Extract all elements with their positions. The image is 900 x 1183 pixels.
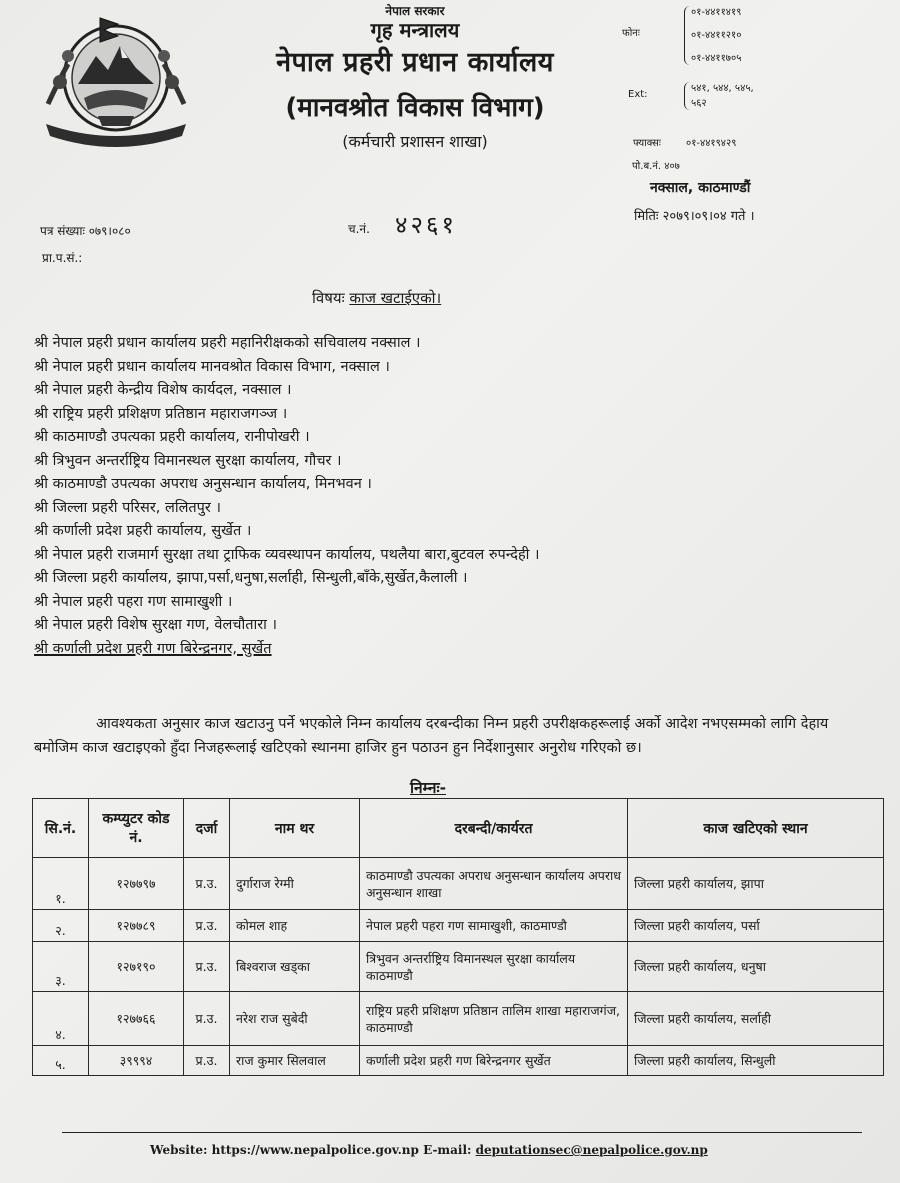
government-label: नेपाल सरकार [385, 4, 445, 18]
cell-deputation: जिल्ला प्रहरी कार्यालय, पर्सा [628, 910, 884, 942]
recipient-item: श्री नेपाल प्रहरी विशेष सुरक्षा गण, वेलचौतारा । [34, 617, 278, 633]
footer-divider [62, 1132, 862, 1133]
nepal-emblem-icon [38, 12, 194, 154]
col-header-posting: दरबन्दी/कार्यरत [360, 799, 628, 858]
cell-rank: प्र.उ. [184, 910, 230, 942]
ext-label: Ext: [628, 89, 648, 100]
phone-number: ०१-४४११७०५ [691, 53, 742, 64]
cell-posting: काठमाण्डौ उपत्यका अपराध अनुसन्धान कार्यालय अपराध अनुसन्धान शाखा [360, 858, 628, 910]
col-header-rank: दर्जा [184, 799, 230, 858]
cell-name: दुर्गाराज रेग्मी [230, 858, 360, 910]
cell-serial: १. [33, 858, 89, 910]
recipient-item: श्री नेपाल प्रहरी केन्द्रीय विशेष कार्यदल, नक्साल । [34, 382, 292, 398]
subject-line [312, 288, 441, 308]
col-header-code: कम्प्युटर कोड नं. [89, 799, 184, 858]
fax-number: ०१-४४१९४२९ [686, 138, 737, 149]
subject-text: काज खटाईएको। [349, 289, 442, 307]
table-row [33, 992, 884, 1046]
cell-rank: प्र.उ. [184, 942, 230, 992]
fax-label: फ्याक्सः [633, 138, 661, 149]
recipient-item: श्री राष्ट्रिय प्रहरी प्रशिक्षण प्रतिष्ठान महाराजगञ्ज । [34, 405, 288, 422]
subject-label: विषयः [312, 289, 345, 307]
cell-serial: २. [33, 910, 89, 942]
recipient-item: श्री नेपाल प्रहरी प्रधान कार्यालय मानवश्रोत विकास विभाग, नक्साल । [34, 358, 390, 375]
table-row [33, 1046, 884, 1076]
cell-serial: ५. [33, 1046, 89, 1076]
col-header-deputation: काज खटिएको स्थान [628, 799, 884, 858]
phone-number: ०१-४४११४१९ [691, 7, 742, 18]
body-paragraph: आवश्यकता अनुसार काज खटाउनु पर्ने भएकोले निम्न कार्यालय दरबन्दीका निम्न प्रहरी उपरीक्षकहरूलाई अर्को आदेश नभएसम्मको लागि देहाय बमोजिम काज खटाइएको हुँदा निजहरूलाई खटिएको स्थानमा हाजिर हुन पठाउन हुन निर्देशानुसार अनुरोध गरिएको छ। [34, 716, 829, 756]
table-header-row [33, 799, 884, 858]
footer-contact [150, 1143, 708, 1157]
department-name: (मानवश्रोत विकास विभाग) [285, 93, 545, 123]
col-header-serial: सि.नं. [33, 799, 89, 858]
po-box: पो.ब.नं. ४०७ [632, 161, 680, 172]
footer-email-link[interactable]: deputationsec@nepalpolice.gov.np [475, 1143, 708, 1157]
ext-list [684, 82, 795, 110]
office-location: नक्साल, काठमाण्डौं [650, 180, 751, 196]
footer-website: Website: https://www.nepalpolice.gov.np E-mail: [150, 1143, 472, 1157]
cell-code: १२७७८९ [89, 910, 184, 942]
cell-serial: ४. [33, 992, 89, 1046]
letter-date: मितिः २०७९।०९।०४ गते । [634, 209, 755, 224]
chalan-number: ४२६१ [395, 211, 457, 239]
cell-serial: ३. [33, 942, 89, 992]
recipient-item: श्री कर्णाली प्रदेश प्रहरी कार्यालय, सुर्खेत । [34, 523, 252, 539]
cell-code: १२७७९७ [89, 858, 184, 910]
table-row [33, 910, 884, 942]
recipient-list [34, 332, 594, 661]
phone-list [684, 6, 805, 65]
ministry-name: गृह मन्त्रालय [370, 18, 460, 42]
office-name: नेपाल प्रहरी प्रधान कार्यालय [276, 47, 554, 78]
table-row [33, 942, 884, 992]
cell-name: नरेश राज सुबेदी [230, 992, 360, 1046]
cell-rank: प्र.उ. [184, 1046, 230, 1076]
cref-number: प्रा.प.सं.: [42, 251, 83, 265]
recipient-item: श्री नेपाल प्रहरी प्रधान कार्यालय प्रहरी महानिरीक्षकको सचिवालय नक्साल । [34, 335, 421, 351]
recipient-item: श्री कर्णाली प्रदेश प्रहरी गण बिरेन्द्रनगर, सुर्खेत [34, 640, 272, 657]
recipient-item: श्री काठमाण्डौ उपत्यका अपराध अनुसन्धान कार्यालय, मिनभवन । [34, 476, 372, 492]
deputation-table [32, 798, 884, 1076]
ext-number: ५४१, ५४४, ५४५, [691, 83, 754, 94]
recipient-item: श्री काठमाण्डौ उपत्यका प्रहरी कार्यालय, रानीपोखरी । [34, 429, 310, 445]
recipient-item: श्री नेपाल प्रहरी पहरा गण सामाखुशी । [34, 593, 233, 610]
ext-number: ५६२ [691, 98, 707, 109]
cell-deputation: जिल्ला प्रहरी कार्यालय, सर्लाही [628, 992, 884, 1046]
phone-number: ०१-४४११२१० [691, 30, 742, 41]
cell-rank: प्र.उ. [184, 992, 230, 1046]
list-heading: निम्नः- [410, 779, 447, 797]
recipient-item: श्री जिल्ला प्रहरी कार्यालय, झापा,पर्सा,धनुषा,सर्लाही, सिन्धुली,बाँके,सुर्खेत,कैलाली । [34, 570, 468, 586]
cell-deputation: जिल्ला प्रहरी कार्यालय, झापा [628, 858, 884, 910]
branch-name: (कर्मचारी प्रशासन शाखा) [342, 132, 488, 151]
col-header-name: नाम थर [230, 799, 360, 858]
cell-deputation: जिल्ला प्रहरी कार्यालय, सिन्धुली [628, 1046, 884, 1076]
letter-number: पत्र संख्याः ०७९।०८० [40, 224, 131, 238]
cell-posting: नेपाल प्रहरी पहरा गण सामाखुशी, काठमाण्डौ [360, 910, 628, 942]
cell-code: १२७७६६ [89, 992, 184, 1046]
chalan-label: च.नं. [348, 222, 370, 236]
cell-code: ३९९९४ [89, 1046, 184, 1076]
cell-name: बिश्वराज खड्का [230, 942, 360, 992]
cell-posting: कर्णाली प्रदेश प्रहरी गण बिरेन्द्रनगर सुर्खेत [360, 1046, 628, 1076]
table-row [33, 858, 884, 910]
cell-name: कोमल शाह [230, 910, 360, 942]
recipient-item: श्री जिल्ला प्रहरी परिसर, ललितपुर । [34, 499, 221, 516]
recipient-item: श्री त्रिभुवन अन्तर्राष्ट्रिय विमानस्थल सुरक्षा कार्यालय, गौचर । [34, 452, 342, 469]
cell-posting: त्रिभुवन अन्तर्राष्ट्रिय विमानस्थल सुरक्षा कार्यालय काठमाण्डौ [360, 942, 628, 992]
cell-name: राज कुमार सिलवाल [230, 1046, 360, 1076]
recipient-item: श्री नेपाल प्रहरी राजमार्ग सुरक्षा तथा ट्राफिक व्यवस्थापन कार्यालय, पथलैया बारा,बुटवल रुपन्देही । [34, 546, 540, 563]
cell-rank: प्र.उ. [184, 858, 230, 910]
cell-posting: राष्ट्रिय प्रहरी प्रशिक्षण प्रतिष्ठान तालिम शाखा महाराजगंज, काठमाण्डौ [360, 992, 628, 1046]
cell-deputation: जिल्ला प्रहरी कार्यालय, धनुषा [628, 942, 884, 992]
cell-code: १२७१९० [89, 942, 184, 992]
phone-label: फोनः [622, 28, 640, 39]
